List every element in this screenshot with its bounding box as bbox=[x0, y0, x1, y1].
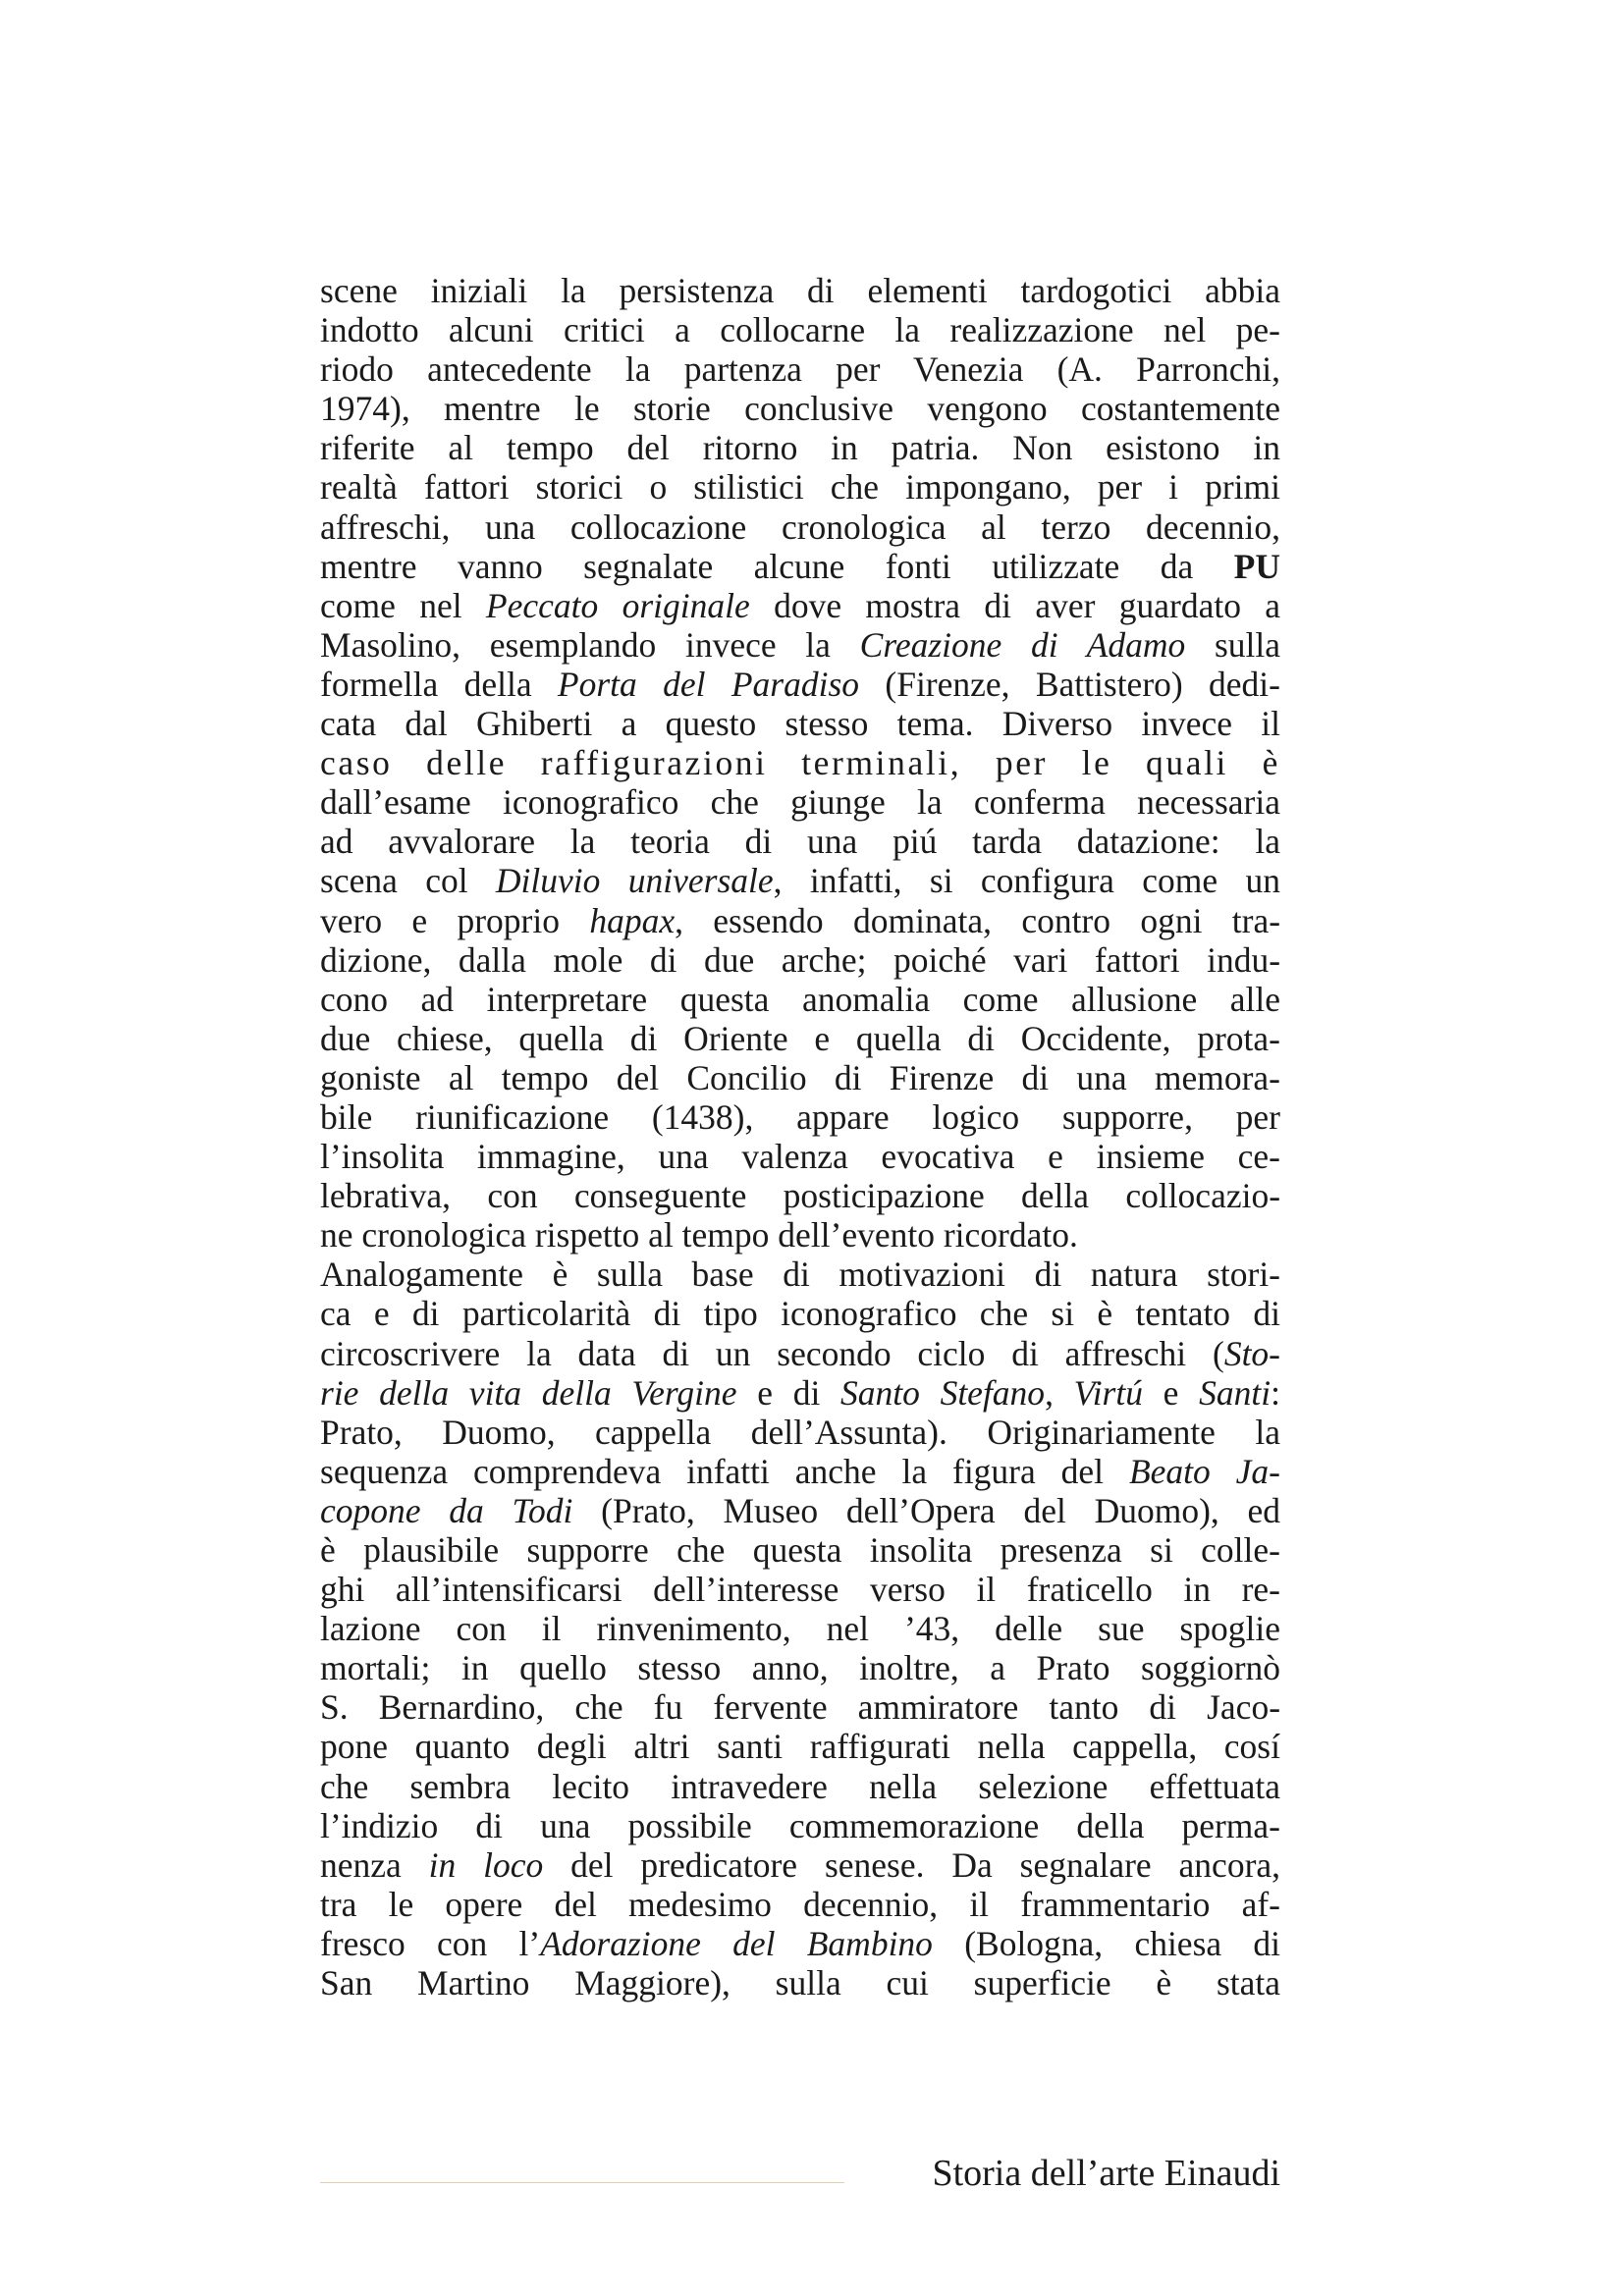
text-line: 1974), mentre le storie conclusive vengono costantemente bbox=[320, 389, 1280, 429]
artwork-title: Adorazione del Bambino bbox=[540, 1923, 933, 1963]
text-line: Masolino, esemplando invece la Creazione di Adamo sulla bbox=[320, 624, 1280, 665]
text-line: Analogamente è sulla base di motivazioni di natura stori- bbox=[320, 1255, 1281, 1295]
text-line: rie della vita della Vergine e di Santo Stefano, Virtú e Santi: bbox=[320, 1372, 1280, 1413]
text-line: San Martino Maggiore), sulla cui superficie è stata bbox=[320, 1963, 1281, 2003]
text-line: due chiese, quella di Oriente e quella di Occidente, prota- bbox=[320, 1018, 1280, 1058]
text-line: ne cronologica rispetto al tempo dell’evento ricordato. bbox=[320, 1215, 1078, 1255]
text-line: copone da Todi (Prato, Museo dell’Opera del Duomo), ed bbox=[320, 1490, 1281, 1530]
text-line: come nel Peccato originale dove mostra di aver guardato a bbox=[320, 585, 1281, 625]
text-line: formella della Porta del Paradiso (Firenze, Battistero) dedi- bbox=[320, 664, 1280, 704]
text-line: nenza in loco del predicatore senese. Da segnalare ancora, bbox=[320, 1844, 1281, 1885]
text-line: riodo antecedente la partenza per Venezia (A. Parronchi, bbox=[320, 349, 1280, 390]
text-line: che sembra lecito intravedere nella selezione effettuata bbox=[320, 1766, 1280, 1806]
text-line: lebrativa, con conseguente posticipazione della collocazio- bbox=[320, 1176, 1281, 1216]
text-line: l’indizio di una possibile commemorazione della perma- bbox=[320, 1805, 1281, 1845]
text-line: caso delle raffigurazioni terminali, per le quali è bbox=[320, 743, 1280, 783]
text-line: lazione con il rinvenimento, nel ’43, delle sue spoglie bbox=[320, 1609, 1281, 1649]
text-line: vero e proprio hapax, essendo dominata, contro ogni tra- bbox=[320, 900, 1281, 940]
artwork-title: Porta del Paradiso bbox=[557, 664, 860, 704]
text-line: pone quanto degli altri santi raffigurati nella cappella, cosí bbox=[320, 1727, 1280, 1767]
text-line: Prato, Duomo, cappella dell’Assunta). Originariamente la bbox=[320, 1412, 1280, 1452]
artwork-title: Virtú bbox=[1073, 1372, 1143, 1413]
artwork-title: Creazione di Adamo bbox=[859, 624, 1186, 665]
text-line: dizione, dalla mole di due arche; poiché vari fattori indu- bbox=[320, 939, 1281, 980]
paragraph-2 bbox=[320, 1255, 1280, 2002]
body-text bbox=[320, 271, 1280, 2002]
text-line: ad avvalorare la teoria di una piú tarda datazione: la bbox=[320, 822, 1281, 862]
text-line: realtà fattori storici o stilistici che impongano, per i primi bbox=[320, 467, 1281, 507]
text-line: cata dal Ghiberti a questo stesso tema. Diverso invece il bbox=[320, 704, 1280, 744]
italic-term: hapax bbox=[589, 900, 676, 940]
artwork-title: Peccato originale bbox=[485, 585, 750, 625]
publication-title: Storia dell’arte Einaudi bbox=[932, 2153, 1280, 2194]
italic-term: in loco bbox=[428, 1844, 544, 1885]
paragraph-1 bbox=[320, 271, 1280, 1255]
text-line: cono ad interpretare questa anomalia come allusione alle bbox=[320, 979, 1280, 1019]
text-line: scene iniziali la persistenza di elementi tardogotici abbia bbox=[320, 271, 1281, 310]
artwork-title: Beato Ja- bbox=[1128, 1451, 1280, 1491]
text-line: ca e di particolarità di tipo iconografico che si è tentato di bbox=[320, 1294, 1280, 1334]
author-abbreviation: PU bbox=[1233, 546, 1280, 586]
text-line: mortali; in quello stesso anno, inoltre, a Prato soggiornò bbox=[320, 1648, 1281, 1688]
text-line: è plausibile supporre che questa insolita presenza si colle- bbox=[320, 1530, 1280, 1570]
text-line: indotto alcuni critici a collocarne la realizzazione nel pe- bbox=[320, 310, 1280, 350]
artwork-title: Diluvio universale bbox=[495, 861, 774, 901]
text-line: sequenza comprendeva infatti anche la figura del Beato Ja- bbox=[320, 1451, 1280, 1491]
text-line: affreschi, una collocazione cronologica al terzo decennio, bbox=[320, 507, 1280, 547]
text-line: scena col Diluvio universale, infatti, si configura come un bbox=[320, 861, 1281, 901]
artwork-title: Santo Stefano bbox=[840, 1372, 1046, 1413]
text-line: bile riunificazione (1438), appare logico supporre, per bbox=[320, 1096, 1280, 1137]
artwork-title: Sto- bbox=[1223, 1333, 1280, 1373]
text-line: circoscrivere la data di un secondo ciclo di affreschi (Sto- bbox=[320, 1333, 1280, 1373]
text-line: l’insolita immagine, una valenza evocativa e insieme ce- bbox=[320, 1137, 1281, 1177]
artwork-title: Santi bbox=[1199, 1372, 1271, 1413]
text-line: goniste al tempo del Concilio di Firenze di una memora- bbox=[320, 1057, 1280, 1097]
artwork-title: copone da Todi bbox=[320, 1490, 573, 1530]
artwork-title: rie della vita della Vergine bbox=[320, 1372, 737, 1413]
text-line: tra le opere del medesimo decennio, il frammentario af- bbox=[320, 1884, 1280, 1924]
footer-rule bbox=[320, 2182, 844, 2183]
text-line: riferite al tempo del ritorno in patria. Non esistono in bbox=[320, 428, 1281, 468]
text-line: mentre vanno segnalate alcune fonti utilizzate da PU bbox=[320, 546, 1280, 586]
page-footer bbox=[320, 2150, 1280, 2209]
text-line: S. Bernardino, che fu fervente ammiratore tanto di Jaco- bbox=[320, 1687, 1281, 1728]
text-line: fresco con l’Adorazione del Bambino (Bologna, chiesa di bbox=[320, 1923, 1281, 1963]
text-line: ghi all’intensificarsi dell’interesse verso il fraticello in re- bbox=[320, 1570, 1280, 1610]
text-line: dall’esame iconografico che giunge la conferma necessaria bbox=[320, 782, 1280, 823]
